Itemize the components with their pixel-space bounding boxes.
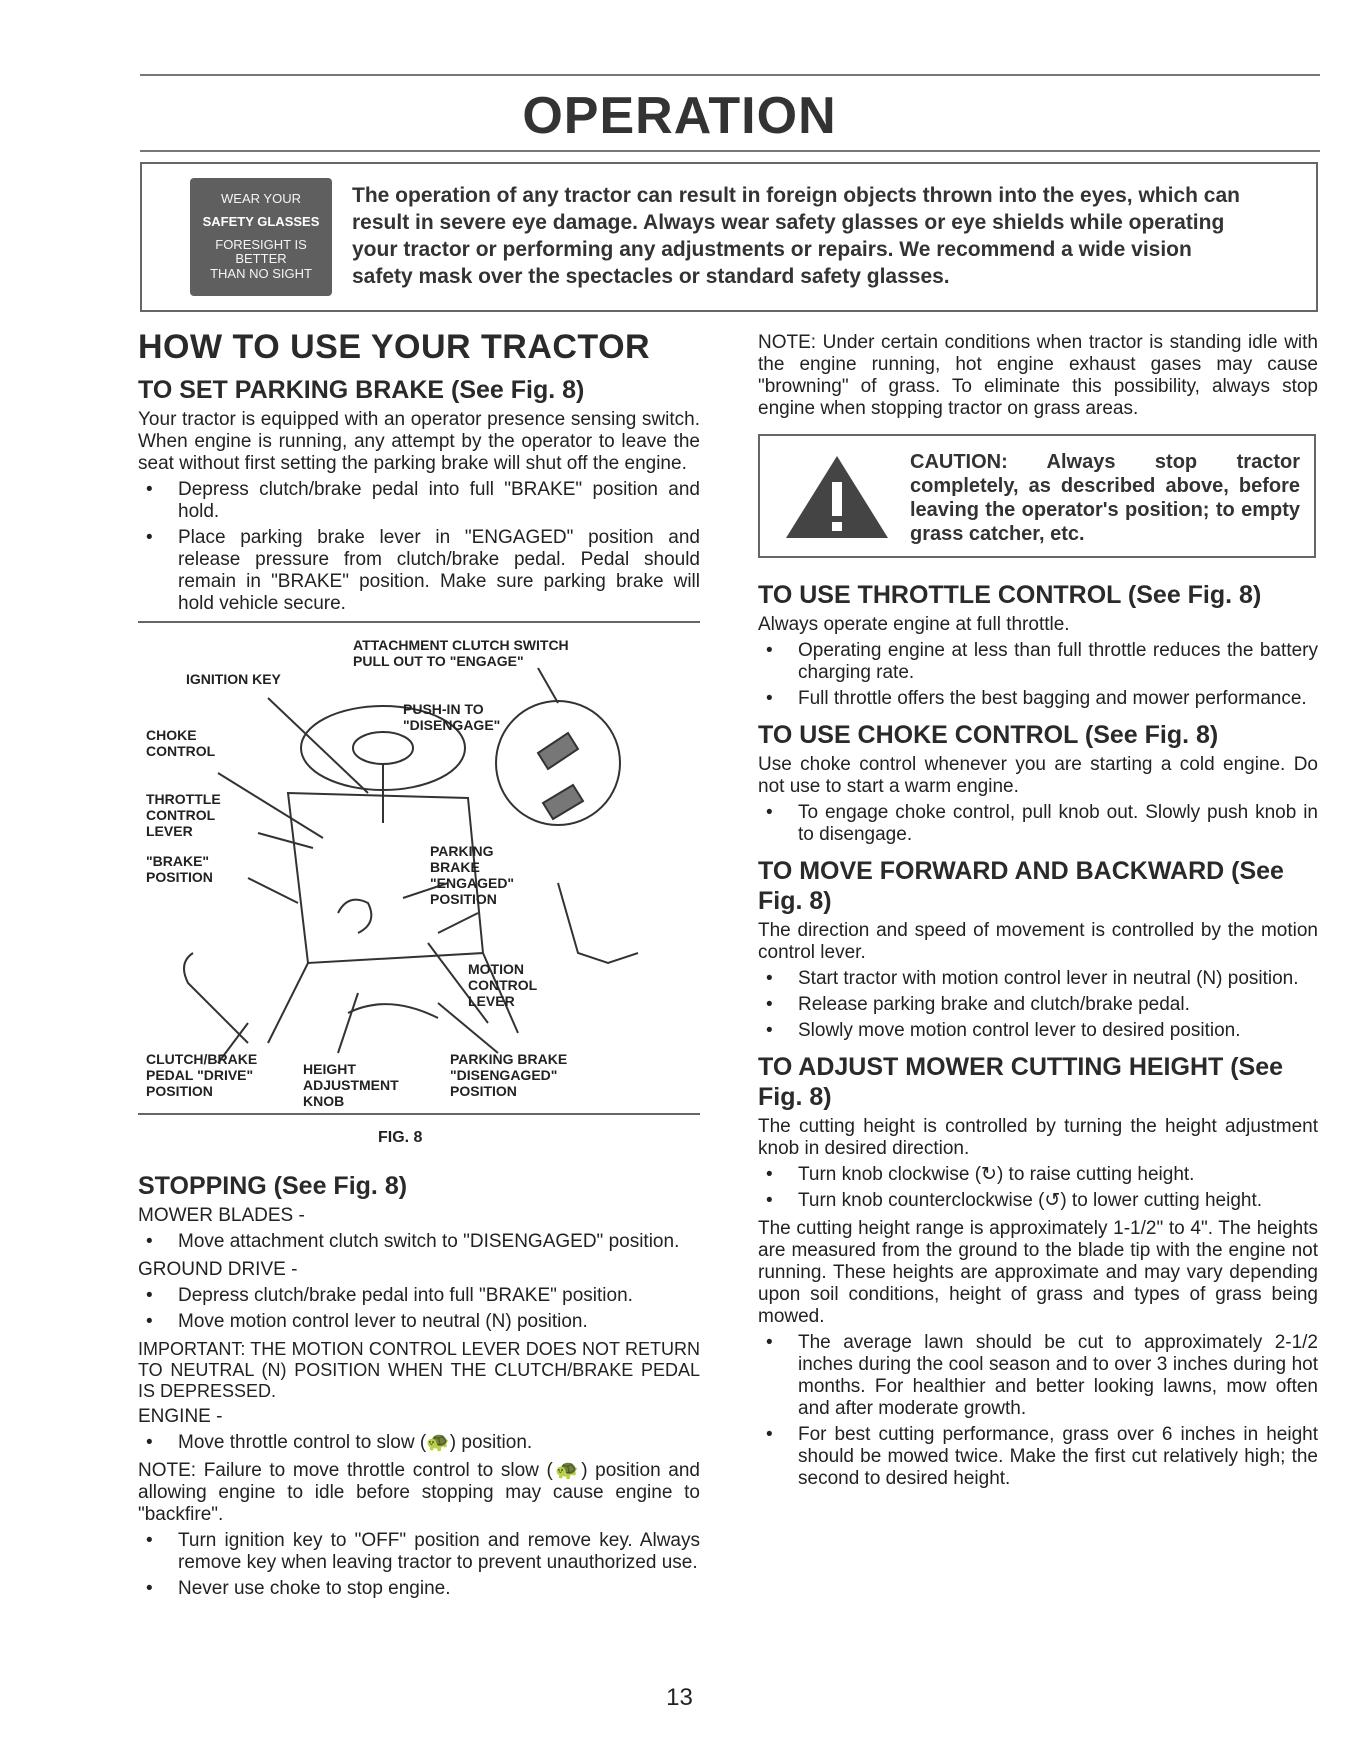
throttle-steps <box>758 640 1318 710</box>
cutting-height-intro: The cutting height is controlled by turning the height adjustment knob in desired direction. <box>758 1116 1318 1159</box>
figure-label: CLUTCH/BRAKE PEDAL "DRIVE" POSITION <box>146 1051 258 1099</box>
badge-line: THAN NO SIGHT <box>210 266 312 282</box>
page-title: OPERATION <box>522 87 837 145</box>
brake-pedal-icon <box>184 953 248 1043</box>
throttle-heading: TO USE THROTTLE CONTROL (See Fig. 8) <box>758 581 1262 609</box>
list-item: • Turn knob counterclockwise (↺) to lower cutting height. <box>766 1190 1263 1211</box>
list-item: • Never use choke to stop engine. <box>146 1578 451 1599</box>
safety-glasses-badge <box>190 178 332 296</box>
list-item: • Release parking brake and clutch/brake pedal. <box>766 994 1190 1015</box>
figure-label: ATTACHMENT CLUTCH SWITCH PULL OUT TO "ENGAGE" <box>353 637 569 669</box>
figure-8 <box>138 621 700 1146</box>
cutting-height-steps <box>758 1164 1318 1212</box>
move-intro: The direction and speed of movement is controlled by the motion control lever. <box>758 920 1318 963</box>
ground-drive-label: GROUND DRIVE - <box>138 1259 298 1280</box>
figure-caption: FIG. 8 <box>378 1129 423 1146</box>
mower-blades-steps <box>138 1231 700 1253</box>
tractor-controls-illustration <box>138 623 700 1113</box>
figure-label: PARKING BRAKE "DISENGAGED" POSITION <box>450 1051 568 1099</box>
figure-label: IGNITION KEY <box>186 671 281 687</box>
throttle-intro: Always operate engine at full throttle. <box>758 614 1070 635</box>
badge-line: WEAR YOUR <box>221 190 301 206</box>
figure-label: MOTION CONTROL LEVER <box>468 961 538 1009</box>
list-item: • Move throttle control to slow (🐢) position. <box>146 1432 533 1453</box>
figure-label: THROTTLE CONTROL LEVER <box>146 791 221 839</box>
warning-text: The operation of any tractor can result in foreign objects thrown into the eyes, which can result in severe eye damage. Always wear safety glasses or eye shields while operating your tractor or performing any adjustments or repairs. We recommend a wide vision safety mask over the spectacles or standard safety glasses. <box>352 184 1240 288</box>
choke-heading: TO USE CHOKE CONTROL (See Fig. 8) <box>758 721 1219 749</box>
motion-lever-icon <box>558 883 638 963</box>
ground-drive-steps <box>138 1285 700 1333</box>
cutting-height-heading: TO ADJUST MOWER CUTTING HEIGHT (See Fig. 8) <box>758 1053 1284 1111</box>
list-item: • Depress clutch/brake pedal into full "BRAKE" position. <box>146 1285 633 1306</box>
choke-steps <box>758 802 1318 846</box>
left-column <box>138 318 700 1606</box>
right-column <box>758 332 1318 1496</box>
mower-blades-label: MOWER BLADES - <box>138 1205 305 1226</box>
important-note: IMPORTANT: THE MOTION CONTROL LEVER DOES NOT RETURN TO NEUTRAL (N) POSITION WHEN THE CLUTCH/BRAKE PEDAL IS DEPRESSED. <box>138 1339 700 1401</box>
list-item: • To engage choke control, pull knob out. Slowly push knob in to disengage. <box>766 802 1318 845</box>
final-steps <box>138 1530 700 1600</box>
page-number: 13 <box>666 1684 693 1711</box>
caution-box <box>758 434 1316 558</box>
list-item: • Move attachment clutch switch to "DISENGAGED" position. <box>146 1231 680 1252</box>
cutting-height-range: The cutting height range is approximately 1-1/2" to 4". The heights are measured from the ground to the blade tip with the engine not running. These heights are approximate and may vary depending upon soil conditions, height of grass and types of grass being mowed. <box>758 1218 1318 1327</box>
figure-label: HEIGHT ADJUSTMENT KNOB <box>303 1061 399 1109</box>
list-item: • Turn knob clockwise (↻) to raise cutting height. <box>766 1164 1195 1185</box>
parking-brake-heading: TO SET PARKING BRAKE (See Fig. 8) <box>138 376 585 404</box>
engine-label: ENGINE - <box>138 1406 223 1427</box>
mowing-tips <box>758 1332 1318 1490</box>
browning-note: NOTE: Under certain conditions when tractor is standing idle with the engine running, hot engine exhaust gases may cause "browning" of grass. To eliminate this possibility, always stop engine when stopping tractor on grass areas. <box>758 332 1318 419</box>
list-item: • For best cutting performance, grass over 6 inches in height should be mowed twice. Make the first cut relatively high; the second to desired height. <box>766 1424 1318 1489</box>
list-item: • The average lawn should be cut to approximately 2-1/2 inches during the cool season and to over 3 inches during hot months. For healthier and better looking lawns, mow often and after moderate growth. <box>766 1332 1318 1419</box>
parking-brake-steps <box>138 479 700 615</box>
choke-intro: Use choke control whenever you are starting a cold engine. Do not use to start a warm engine. <box>758 754 1318 797</box>
safety-warning-box <box>140 162 1318 312</box>
list-item: • Start tractor with motion control lever in neutral (N) position. <box>766 968 1299 989</box>
figure-label: "BRAKE" POSITION <box>146 853 213 885</box>
caution-text: CAUTION: Always stop tractor completely, as described above, before leaving the operator's position; to empty grass catcher, etc. <box>910 451 1300 545</box>
badge-line: FORESIGHT IS BETTER <box>215 236 307 267</box>
figure-label: PARKING BRAKE "ENGAGED" POSITION <box>430 843 515 907</box>
list-item: • Operating engine at less than full throttle reduces the battery charging rate. <box>766 640 1318 683</box>
warning-triangle-icon <box>782 452 892 542</box>
list-item: • Move motion control lever to neutral (N) position. <box>146 1311 588 1332</box>
move-heading: TO MOVE FORWARD AND BACKWARD (See Fig. 8) <box>758 857 1284 915</box>
backfire-note: NOTE: Failure to move throttle control to slow (🐢) position and allowing engine to idle before stopping may cause engine to "backfire". <box>138 1460 700 1525</box>
list-item: • Slowly move motion control lever to desired position. <box>766 1020 1241 1041</box>
list-item: • Place parking brake lever in "ENGAGED" position and release pressure from clutch/brake pedal. Pedal should remain in "BRAKE" position. Make sure parking brake will hold vehicle secure. <box>146 527 700 614</box>
figure-label: PUSH-IN TO "DISENGAGE" <box>403 701 501 733</box>
badge-line: SAFETY GLASSES <box>202 213 320 229</box>
list-item: • Depress clutch/brake pedal into full "BRAKE" position and hold. <box>146 479 700 522</box>
figure-label: CHOKE CONTROL <box>146 727 216 759</box>
section-title: HOW TO USE YOUR TRACTOR <box>138 328 651 366</box>
list-item: • Turn ignition key to "OFF" position and remove key. Always remove key when leaving tractor to prevent unauthorized use. <box>146 1530 700 1573</box>
stopping-heading: STOPPING (See Fig. 8) <box>138 1172 408 1200</box>
engine-steps <box>138 1432 700 1454</box>
move-steps <box>758 968 1318 1042</box>
top-rule <box>140 74 1320 76</box>
parking-brake-intro: Your tractor is equipped with an operator presence sensing switch. When engine is running, any attempt by the operator to leave the seat without first setting the parking brake will shut off the engine. <box>138 409 700 474</box>
title-underline <box>140 150 1320 152</box>
list-item: • Full throttle offers the best bagging and mower performance. <box>766 688 1307 709</box>
